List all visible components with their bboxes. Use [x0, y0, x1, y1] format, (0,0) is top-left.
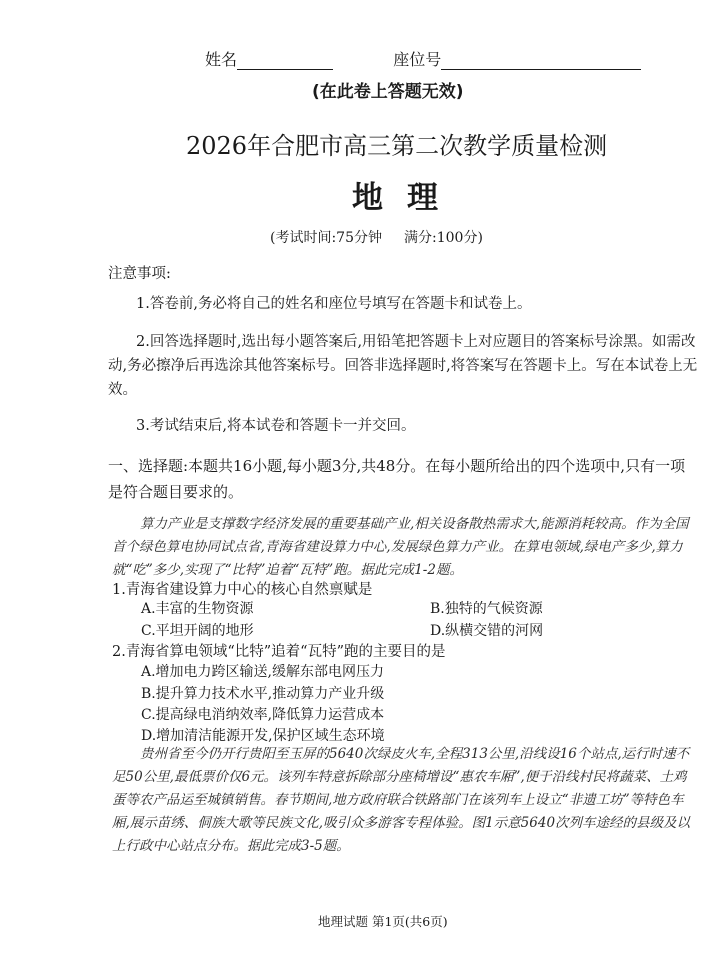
seat-label: 座位号: [393, 50, 442, 69]
name-blank: [237, 50, 333, 70]
question-2-option-d: D.增加清洁能源开发,保护区域生态环境: [141, 728, 385, 744]
subject-title: 地理: [352, 180, 462, 216]
reading-passage-1: 算力产业是支撑数字经济发展的重要基础产业,相关设备散热需求大,能源消耗较高。作为全国首个绿色算电协同试点省,青海省建设算力中心,发展绿色算力产业。在算电领域,绿电产多少,算力就“吃”多少,实现了“比特”追着“瓦特”跑。据此完成1-2题。: [112, 516, 689, 578]
question-1-option-c: C.平坦开阔的地形: [141, 623, 254, 639]
page-footer: 地理试题 第1页(共6页): [318, 914, 448, 929]
seat-blank: [441, 50, 641, 70]
question-2-option-b: B.提升算力技术水平,推动算力产业升级: [141, 686, 385, 702]
name-label: 姓名: [205, 50, 238, 69]
exam-score: 满分:100分): [404, 230, 483, 246]
question-2-option-c: C.提高绿电消纳效率,降低算力运营成本: [141, 707, 385, 723]
question-1-option-a: A.丰富的生物资源: [141, 601, 254, 617]
note-item: 1.答卷前,务必将自己的姓名和座位号填写在答题卡和试卷上。: [136, 296, 532, 312]
reading-passage-2: 贵州省至今仍开行贵阳至玉屏的5640次绿皮火车,全程313公里,沿线设16个站点,运行时速不足50公里,最低票价仅6元。该列车特意拆除部分座椅增设“惠农车厢”,便于沿线村民将蔬菜、土鸡蛋等农产品运至城镇销售。春节期间,地方政府联合铁路部门在该列车上设立“非遗工坊”等特色车厢,展示苗绣、侗族大歌等民族文化,吸引众多游客专程体验。图1示意5640次列车途经的县级及以上行政中心站点分布。据此完成3-5题。: [112, 746, 691, 854]
question-1-option-d: D.纵横交错的河网: [430, 623, 544, 639]
exam-time: (考试时间:75分钟: [270, 230, 382, 246]
question-2-option-a: A.增加电力跨区输送,缓解东部电网压力: [141, 664, 385, 680]
exam-meta: [270, 227, 483, 247]
note-item: 3.考试结束后,将本试卷和答题卡一并交回。: [136, 418, 416, 434]
question-1-stem: 1.青海省建设算力中心的核心自然禀赋是: [112, 582, 373, 598]
exam-title: 2026年合肥市高三第二次教学质量检测: [186, 132, 608, 160]
question-1-option-b: B.独特的气候资源: [430, 601, 543, 617]
notes-heading: 注意事项:: [108, 266, 171, 282]
candidate-info-row: [205, 47, 641, 70]
section-instruction: 一、选择题:本题共16小题,每小题3分,共48分。在每小题所给出的四个选项中,只有一项是符合题目要求的。: [108, 457, 686, 501]
note-item: 2.回答选择题时,选出每小题答案后,用铅笔把答题卡上对应题目的答案标号涂黑。如需改动,务必擦净后再选涂其他答案标号。回答非选择题时,将答案写在答题卡上。写在本试卷上无效。: [108, 334, 698, 398]
invalid-note: (在此卷上答题无效): [312, 82, 464, 102]
question-2-stem: 2.青海省算电领域“比特”追着“瓦特”跑的主要目的是: [112, 644, 446, 660]
